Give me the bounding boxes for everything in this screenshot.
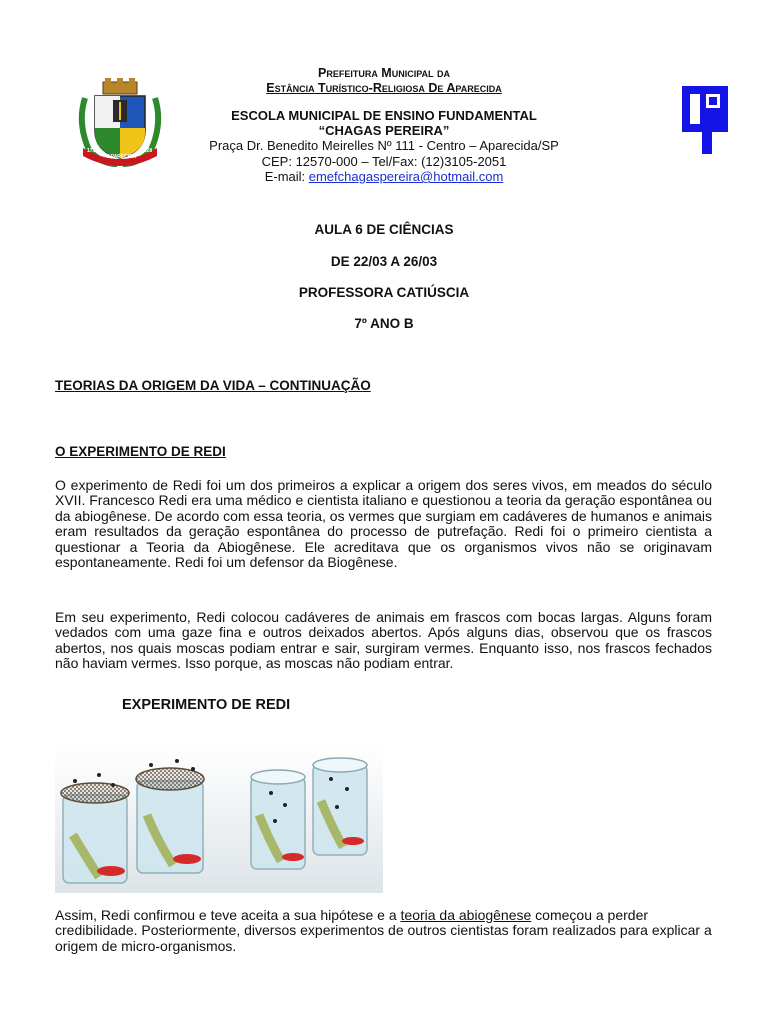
paragraph-1: O experimento de Redi foi um dos primeiros a explicar a origem dos seres vivos, em meados do século XVII. Francesco Redi era uma médico e cientista italiano e questionou a teoria da geração espontânea ou da abiogênese. De acordo com essa teoria, os vermes que surgiam em cadáveres de humanos e animais eram resultados da geração espontânea do processo de putrefação. Redi foi o primeiro cientista a questionar a Teoria da Abiogênese. Ele acreditava que os organismos vivos não se originavam espontaneamente. Redi foi um defensor da Biogênese. (55, 477, 712, 571)
covered-jar-2 (136, 759, 204, 873)
school-email-line (150, 169, 618, 185)
email-link[interactable]: emefchagaspereira@hotmail.com (308, 169, 504, 184)
city-line-2: Estância Turístico-Religiosa De Aparecida (266, 81, 502, 95)
lesson-teacher: PROFESSORA CATIÚSCIA (298, 285, 470, 300)
school-cep-phone: CEP: 12570-000 – Tel/Fax: (12)3105-2051 (261, 153, 507, 169)
lesson-title: AULA 6 DE CIÊNCIAS (314, 222, 454, 237)
redi-experiment-illustration (55, 745, 383, 893)
letterhead (150, 66, 618, 185)
open-jar-2 (313, 758, 367, 855)
school-nickname: “CHAGAS PEREIRA” (318, 123, 450, 138)
school-name: ESCOLA MUNICIPAL DE ENSINO FUNDAMENTAL (231, 108, 537, 123)
lesson-grade: 7º ANO B (354, 316, 414, 331)
school-logo-icon (680, 84, 730, 156)
paragraph-3-start: Assim, Redi confirmou e teve aceita a sua hipótese e a (55, 907, 401, 923)
covered-jar-1 (61, 773, 129, 883)
paragraph-3 (55, 908, 712, 954)
crest-year-left: 1717 (87, 148, 99, 154)
open-jar-1 (251, 770, 305, 869)
city-line-1: Prefeitura Municipal da (317, 66, 451, 80)
redi-heading: O EXPERIMENTO DE REDI (55, 444, 226, 459)
abiogenesis-link[interactable]: teoria da abiogênese (400, 907, 532, 923)
school-address: Praça Dr. Benedito Meirelles Nº 111 - Centro – Aparecida/SP (209, 138, 559, 153)
crest-year-right: 1928 (141, 148, 153, 154)
email-label: E-mail: (264, 169, 309, 184)
paragraph-2: Em seu experimento, Redi colocou cadáveres de animais em frascos com bocas largas. Alguns foram vedados com uma gaze fina e outros deixados abertos. Após alguns dias, observou que os frascos abertos, nos quais moscas podiam entrar e sair, surgiram vermes. Enquanto isso, nos frascos fechados não haviam vermes. Isso porque, as moscas não podiam entrar. (55, 609, 712, 672)
theories-heading: TEORIAS DA ORIGEM DA VIDA – CONTINUAÇÃO (55, 378, 371, 393)
school-logo (680, 84, 730, 156)
figure-heading: EXPERIMENTO DE REDI (122, 697, 291, 713)
lesson-dates: DE 22/03 A 26/03 (330, 254, 438, 269)
paragraph-3-end: começou a perder credibilidade. Posteriormente, diversos experimentos de outros cientistas foram realizados para explicar a origem de micro-organismos. (55, 907, 712, 954)
crest-ribbon-text: APARECIDA (107, 154, 137, 160)
